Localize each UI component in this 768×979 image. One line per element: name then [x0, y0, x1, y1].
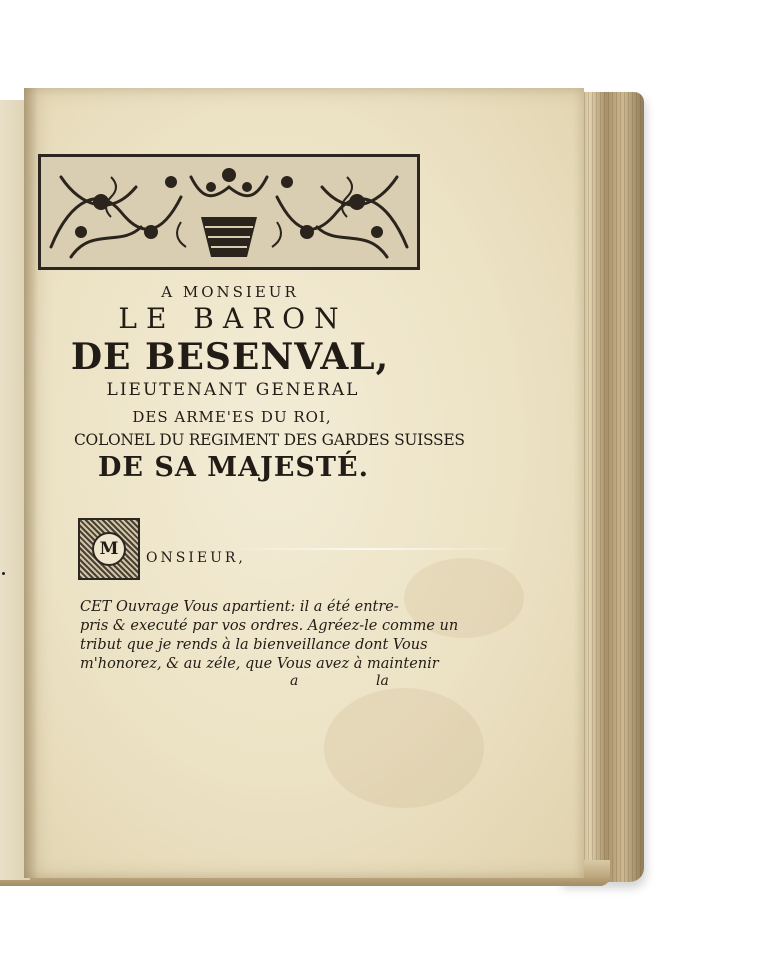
paper-stain — [324, 688, 484, 808]
facing-page-mark — [2, 572, 5, 575]
paper-crease — [220, 548, 520, 550]
dedication-line-2: LE BARON — [118, 302, 348, 335]
dedication-name: DE BESENVAL, — [70, 336, 390, 378]
salutation-text: ONSIEUR, — [146, 550, 246, 566]
body-line-4: m'honorez, & au zéle, que Vous avez à maintenir — [80, 656, 439, 672]
body-line-3: tribut que je rends à la bienveillance dont Vous — [80, 637, 428, 653]
dedication-line-5: DES ARME'ES DU ROI, — [132, 408, 332, 426]
dedication-title: LIEUTENANT GENERAL — [106, 380, 360, 400]
dedication-line-1: A MONSIEUR — [161, 283, 299, 301]
catchword: la — [376, 673, 389, 689]
body-line-1: CET Ouvrage Vous apartient: il a été entre- — [80, 599, 399, 615]
dedication-line-6: COLONEL DU REGIMENT DES GARDES SUISSES — [74, 431, 465, 449]
decorated-initial — [78, 518, 140, 580]
initial-letter: M — [92, 532, 126, 566]
dedication-line-7: DE SA MAJESTÉ. — [97, 452, 369, 483]
signature-mark: a — [290, 673, 299, 689]
floral-ornament-icon — [41, 157, 417, 267]
body-line-2: pris & executé par vos ordres. Agréez-le comme un — [80, 618, 459, 634]
ornamental-headpiece — [38, 154, 420, 270]
